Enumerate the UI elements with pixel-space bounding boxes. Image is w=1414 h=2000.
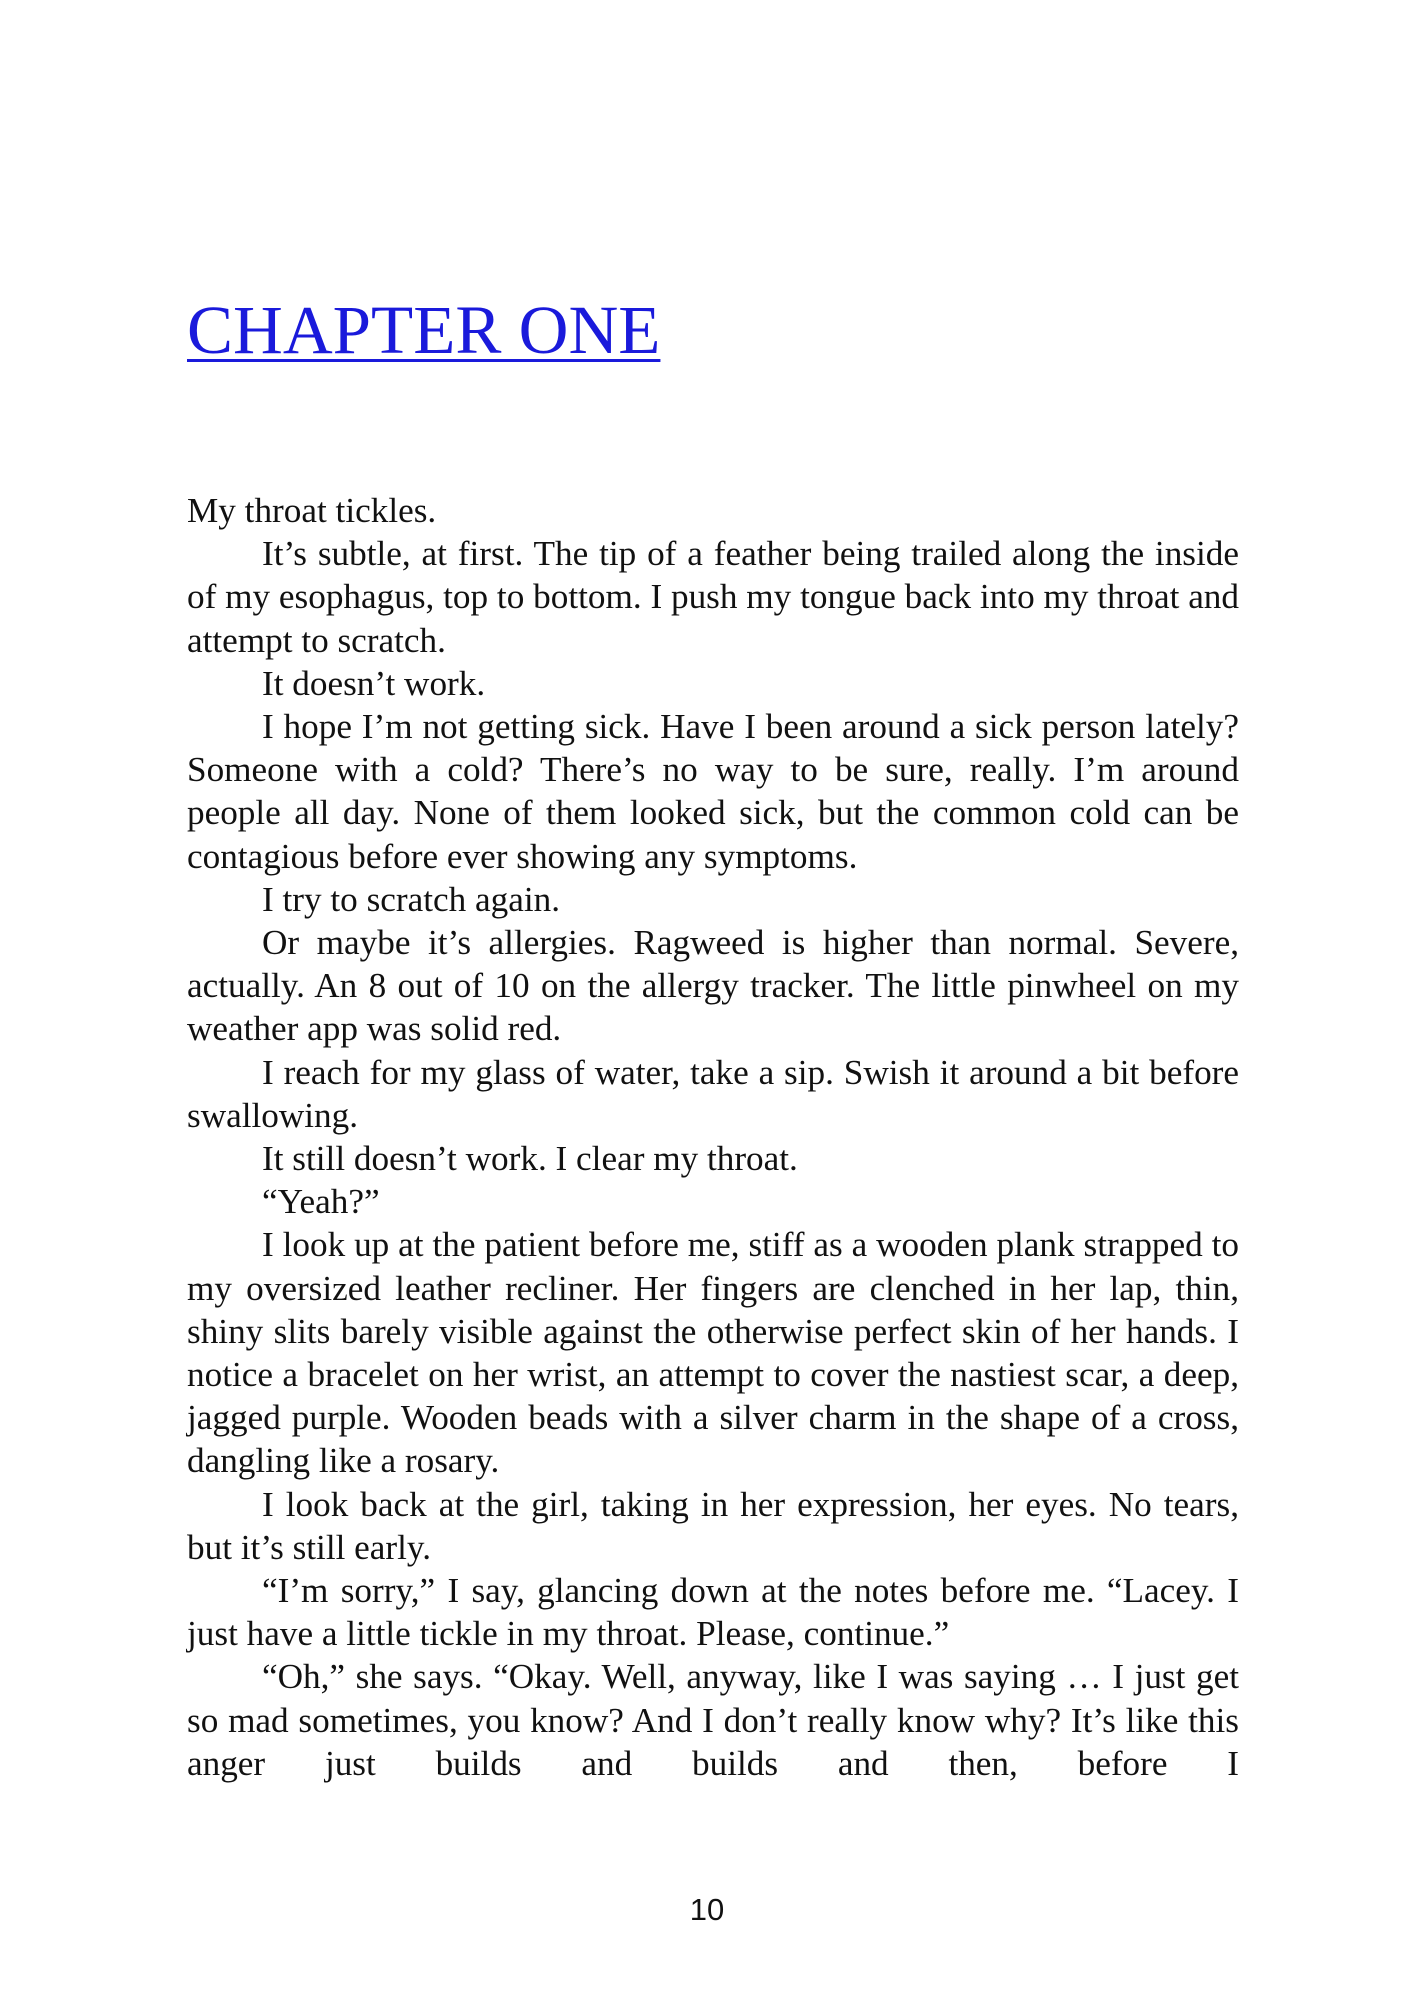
chapter-title[interactable]: CHAPTER ONE xyxy=(187,292,661,368)
paragraph: Or maybe it’s allergies. Ragweed is higher than normal. Severe, actually. An 8 out of 10 on the allergy tracker. The little pinwheel on my weather app was solid red. xyxy=(187,923,1239,1049)
paragraph: I look up at the patient before me, stiff as a wooden plank strapped to my oversized leather recliner. Her fingers are clenched in her lap, thin, shiny slits barely visible against the otherwise perfect skin of her hands. I notice a bracelet on her wrist, an attempt to cover the nastiest scar, a deep, jagged purple. Wooden beads with a silver charm in the shape of a cross, dangling like a rosary. xyxy=(187,1225,1239,1481)
body-text xyxy=(187,489,1239,1785)
paragraph: I try to scratch again. xyxy=(262,879,560,919)
paragraph: It still doesn’t work. I clear my throat. xyxy=(262,1139,798,1179)
paragraph: I hope I’m not getting sick. Have I been around a sick person lately? Someone with a cold? There’s no way to be sure, really. I’m around people all day. None of them looked sick, but the common cold can be contagious before ever showing any symptoms. xyxy=(187,707,1239,876)
page-number: 10 xyxy=(689,1892,725,1927)
paragraph: I reach for my glass of water, take a sip. Swish it around a bit before swallowing. xyxy=(187,1052,1239,1135)
paragraph: I look back at the girl, taking in her expression, her eyes. No tears, but it’s still early. xyxy=(187,1484,1239,1567)
paragraph: It doesn’t work. xyxy=(262,663,486,703)
paragraph: It’s subtle, at first. The tip of a feather being trailed along the inside of my esophagus, top to bottom. I push my tongue back into my throat and attempt to scratch. xyxy=(187,534,1239,660)
paragraph: “I’m sorry,” I say, glancing down at the notes before me. “Lacey. I just have a little tickle in my throat. Please, continue.” xyxy=(187,1571,1239,1654)
paragraph: “Oh,” she says. “Okay. Well, anyway, like I was saying … I just get so mad sometimes, you know? And I don’t really know why? It’s like this anger just builds and builds and then, before I xyxy=(187,1657,1239,1783)
paragraph: My throat tickles. xyxy=(187,491,437,530)
paragraph: “Yeah?” xyxy=(262,1182,380,1222)
